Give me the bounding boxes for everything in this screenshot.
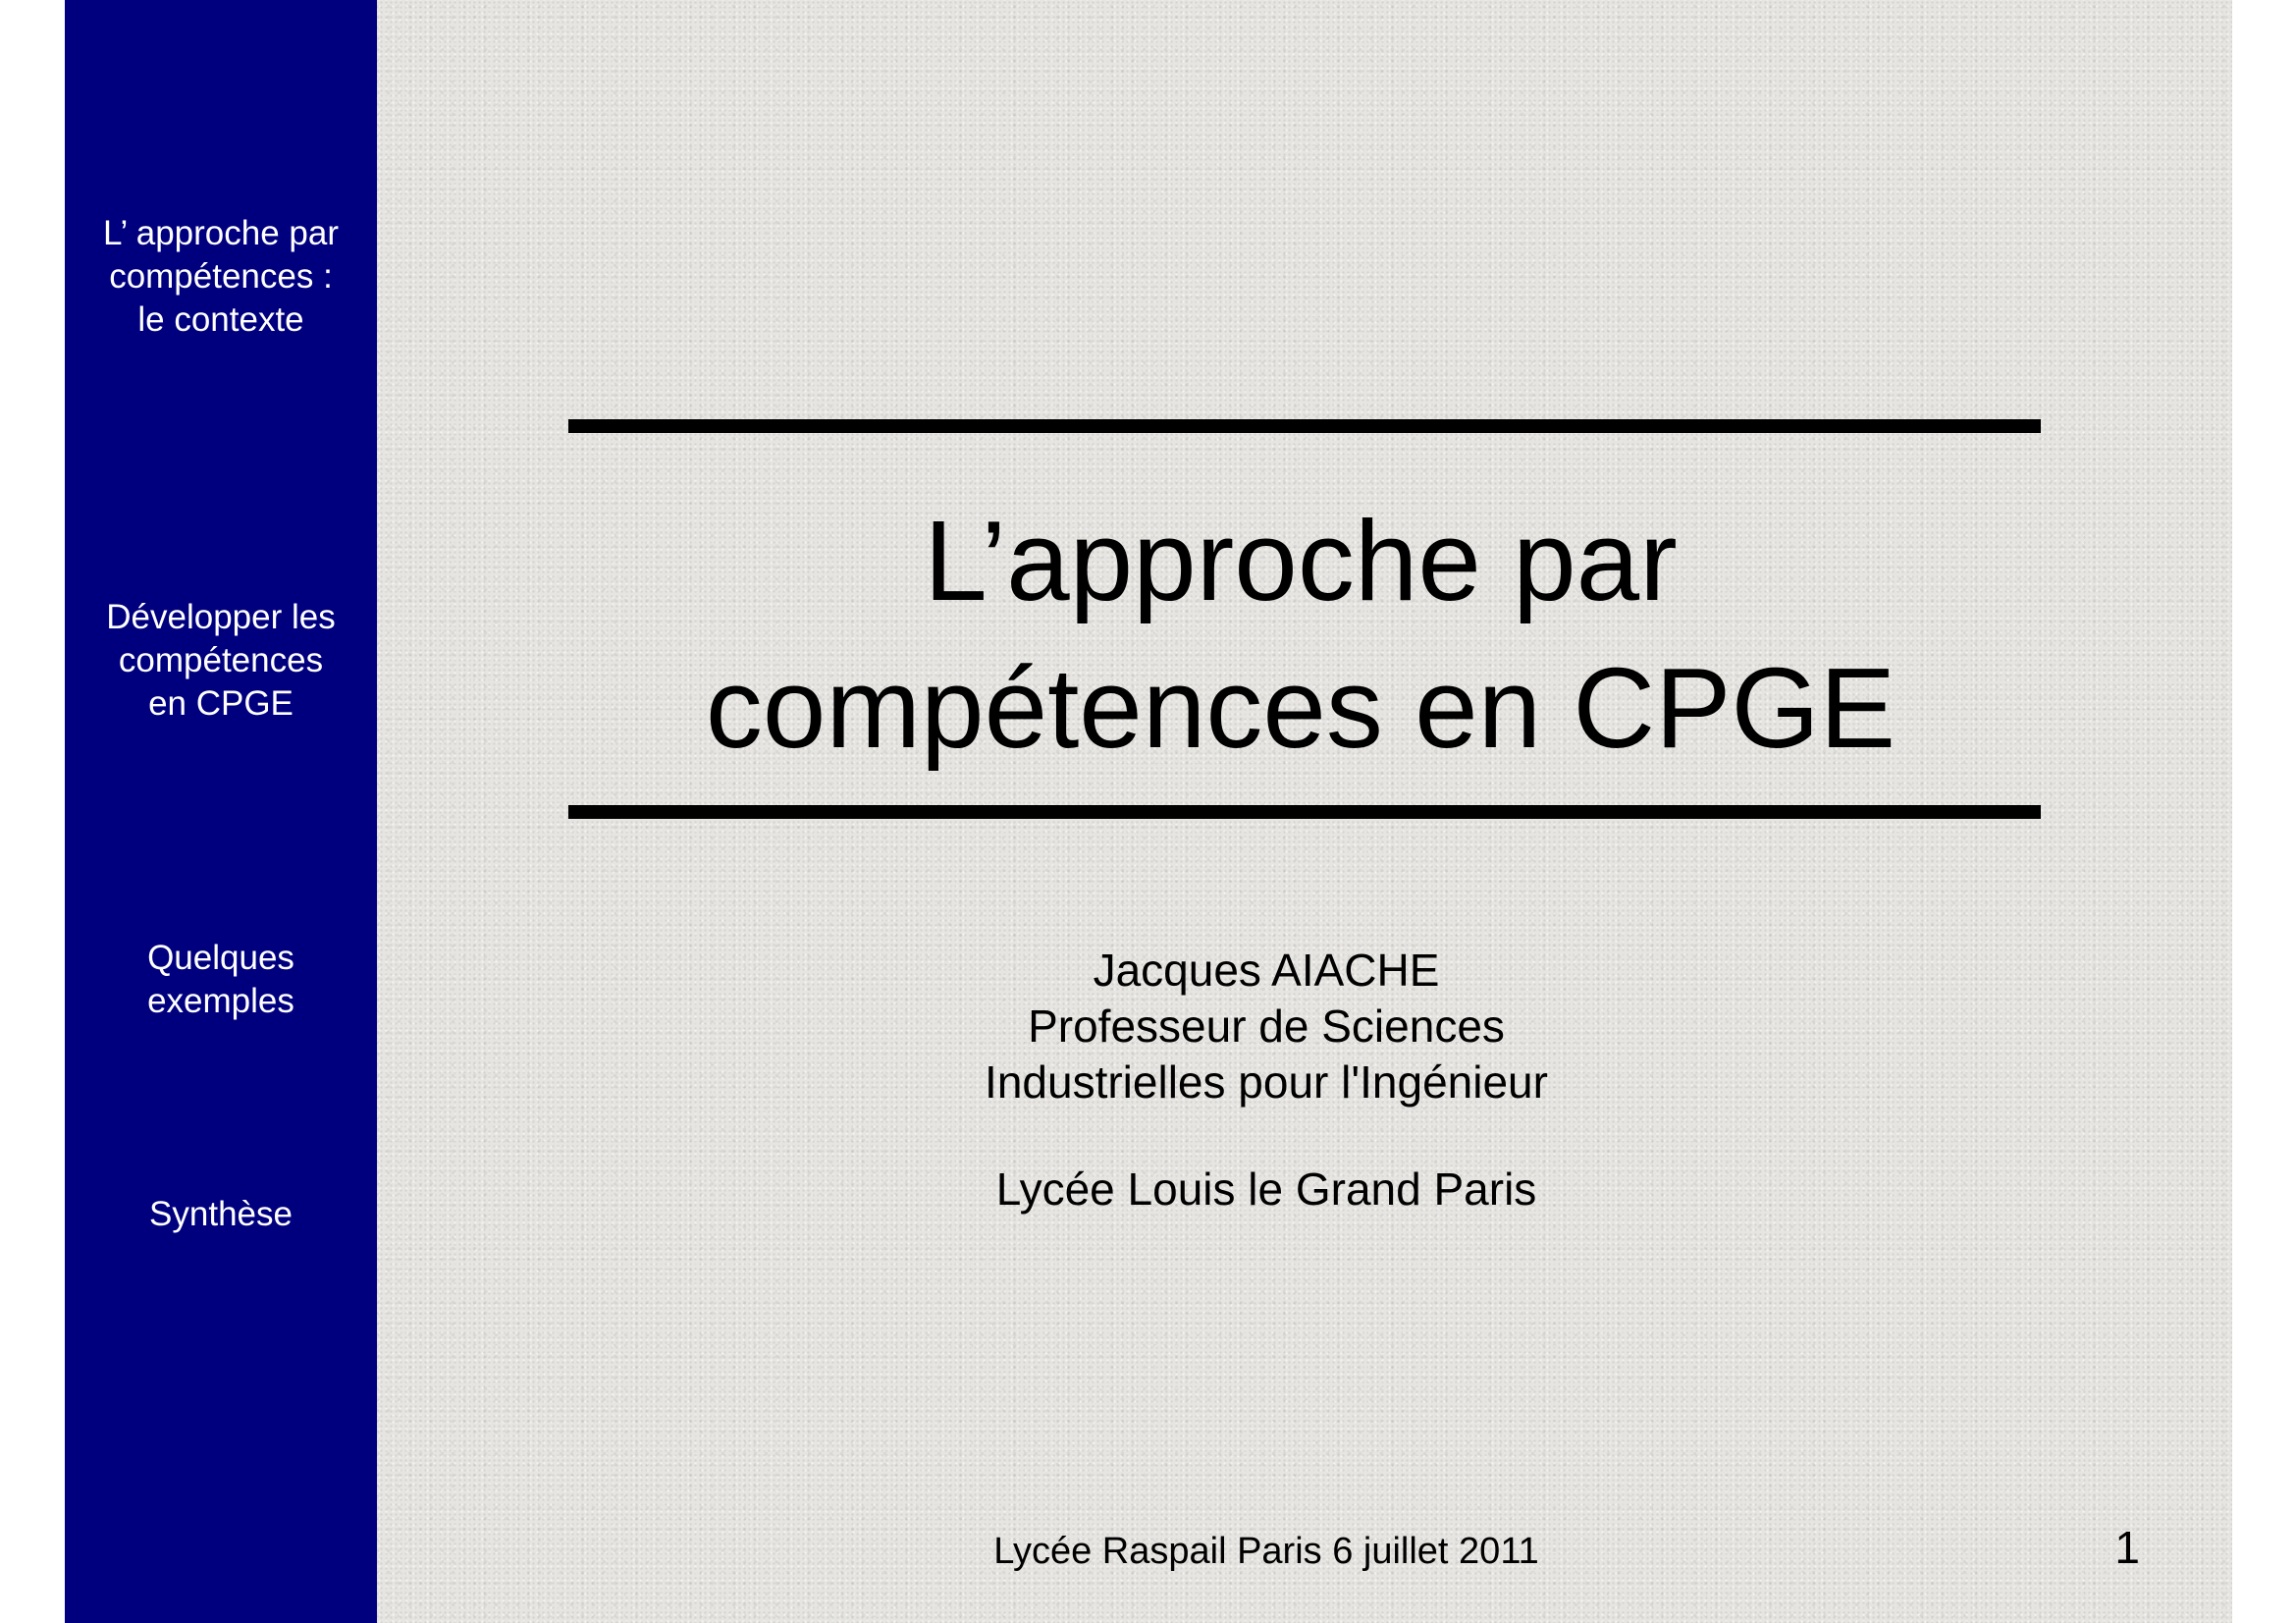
sidebar-item-synthesis[interactable]: Synthèse bbox=[149, 1195, 293, 1233]
slide-title: L’approche par compétences en CPGE bbox=[705, 497, 1896, 772]
slide-footer: Lycée Raspail Paris 6 juillet 2011 bbox=[993, 1531, 1539, 1572]
author-role-line1: Professeur de Sciences bbox=[1028, 1001, 1505, 1052]
author-school: Lycée Louis le Grand Paris bbox=[995, 1163, 1537, 1215]
sidebar-nav bbox=[65, 0, 377, 1623]
author-name: Jacques AIACHE bbox=[1093, 945, 1440, 996]
sidebar-item-develop[interactable]: Développer les compétences en CPGE bbox=[106, 598, 336, 723]
title-bottom-rule bbox=[568, 805, 2041, 819]
title-top-rule bbox=[568, 419, 2041, 433]
sidebar-item-examples[interactable]: Quelques exemples bbox=[147, 939, 294, 1020]
slide-subtitle bbox=[815, 943, 1718, 1217]
subtitle-spacer bbox=[815, 1110, 1718, 1162]
page-number: 1 bbox=[2114, 1522, 2140, 1573]
sidebar-item-context[interactable]: L’ approche par compétences : le contexte bbox=[103, 214, 339, 339]
author-role-line2: Industrielles pour l'Ingénieur bbox=[985, 1056, 1548, 1108]
